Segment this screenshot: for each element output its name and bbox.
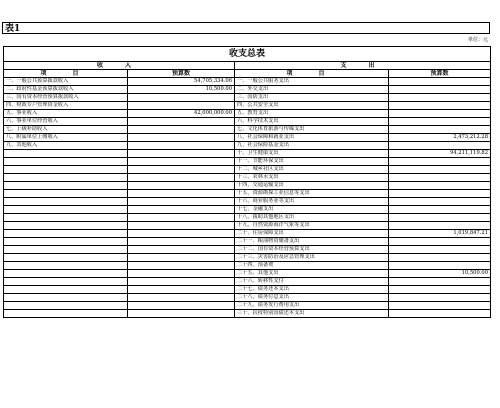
table-row bbox=[4, 182, 491, 190]
income-item-cell bbox=[4, 214, 128, 222]
col-item-income: 项 目 bbox=[4, 70, 128, 78]
income-amount-cell bbox=[128, 150, 235, 158]
table-row bbox=[4, 134, 491, 142]
income-item-cell: 八、附属单位上缴收入 bbox=[4, 134, 128, 142]
income-item-cell bbox=[4, 238, 128, 246]
table-title-row bbox=[4, 47, 491, 62]
expense-amount-cell: 10,500.00 bbox=[389, 270, 491, 278]
expense-amount-cell bbox=[389, 206, 491, 214]
expense-item-cell: 二十七、债务还本支出 bbox=[235, 286, 389, 294]
income-item-cell bbox=[4, 158, 128, 166]
table-row bbox=[4, 262, 491, 270]
expense-amount-cell bbox=[389, 102, 491, 110]
table-row bbox=[4, 222, 491, 230]
col-budget-expense: 预算数 bbox=[389, 70, 491, 78]
income-amount-cell bbox=[128, 278, 235, 286]
expense-amount-cell bbox=[389, 182, 491, 190]
table-row bbox=[4, 78, 491, 86]
table-row bbox=[4, 278, 491, 286]
income-item-cell: 一、一般公共预算拨款收入 bbox=[4, 78, 128, 86]
expense-item-cell: 十九、自然资源海洋气象等支出 bbox=[235, 222, 389, 230]
expense-amount-cell bbox=[389, 302, 491, 310]
income-amount-cell bbox=[128, 246, 235, 254]
income-amount-cell bbox=[128, 270, 235, 278]
income-item-cell: 七、上级补助收入 bbox=[4, 126, 128, 134]
col-item-expense: 项 目 bbox=[235, 70, 389, 78]
income-amount-cell bbox=[128, 142, 235, 150]
income-item-cell bbox=[4, 254, 128, 262]
expense-item-cell: 十四、交通运输支出 bbox=[235, 182, 389, 190]
expense-item-cell: 五、教育支出 bbox=[235, 110, 389, 118]
table-row bbox=[4, 166, 491, 174]
income-item-cell bbox=[4, 278, 128, 286]
expense-amount-cell bbox=[389, 278, 491, 286]
table-row bbox=[4, 198, 491, 206]
income-item-cell bbox=[4, 230, 128, 238]
income-item-cell bbox=[4, 206, 128, 214]
income-item-cell bbox=[4, 198, 128, 206]
expense-item-cell: 二十、住房保障支出 bbox=[235, 230, 389, 238]
table-row bbox=[4, 214, 491, 222]
expense-amount-cell bbox=[389, 262, 491, 270]
income-amount-cell bbox=[128, 230, 235, 238]
income-item-cell bbox=[4, 294, 128, 302]
income-item-cell: 二、政府性基金预算拨款收入 bbox=[4, 86, 128, 94]
expense-amount-cell bbox=[389, 110, 491, 118]
table-row bbox=[4, 86, 491, 94]
table-row bbox=[4, 118, 491, 126]
income-item-cell bbox=[4, 270, 128, 278]
income-amount-cell: 42,000,000.00 bbox=[128, 110, 235, 118]
expense-amount-cell bbox=[389, 78, 491, 86]
expense-amount-cell bbox=[389, 174, 491, 182]
table-row bbox=[4, 206, 491, 214]
expense-item-cell: 十二、城乡社区支出 bbox=[235, 166, 389, 174]
expense-item-cell: 七、文化体育旅游与传媒支出 bbox=[235, 126, 389, 134]
income-amount-cell bbox=[128, 198, 235, 206]
expense-amount-cell bbox=[389, 190, 491, 198]
table-row bbox=[4, 190, 491, 198]
income-item-cell bbox=[4, 166, 128, 174]
expense-amount-cell bbox=[389, 246, 491, 254]
expense-item-cell: 九、社会保险基金支出 bbox=[235, 142, 389, 150]
income-amount-cell bbox=[128, 262, 235, 270]
table-row bbox=[4, 286, 491, 294]
expense-item-cell: 二十五、其他支出 bbox=[235, 270, 389, 278]
income-amount-cell: 54,705,334.06 bbox=[128, 78, 235, 86]
expense-item-cell: 二十八、债务付息支出 bbox=[235, 294, 389, 302]
expense-amount-cell bbox=[389, 254, 491, 262]
income-amount-cell bbox=[128, 302, 235, 310]
expense-amount-cell bbox=[389, 166, 491, 174]
expense-amount-cell: 94,211,119.82 bbox=[389, 150, 491, 158]
expense-item-cell: 十五、资源勘探工业信息等支出 bbox=[235, 190, 389, 198]
expense-item-cell: 二十六、转移性支付 bbox=[235, 278, 389, 286]
income-amount-cell bbox=[128, 166, 235, 174]
income-item-cell bbox=[4, 150, 128, 158]
income-item-cell bbox=[4, 286, 128, 294]
income-amount-cell bbox=[128, 238, 235, 246]
income-amount-cell bbox=[128, 126, 235, 134]
income-item-cell: 六、事业单位经营收入 bbox=[4, 118, 128, 126]
expense-amount-cell: 2,473,212.28 bbox=[389, 134, 491, 142]
expense-item-cell: 十八、援助其他地区支出 bbox=[235, 214, 389, 222]
income-amount-cell bbox=[128, 94, 235, 102]
income-amount-cell bbox=[128, 118, 235, 126]
expense-item-cell: 十一、节能环保支出 bbox=[235, 158, 389, 166]
budget-table bbox=[3, 46, 491, 318]
table-row bbox=[4, 270, 491, 278]
income-amount-cell bbox=[128, 214, 235, 222]
expense-item-cell: 二十二、国有资本经营预算支出 bbox=[235, 246, 389, 254]
expense-item-cell: 二、外交支出 bbox=[235, 86, 389, 94]
expense-amount-cell bbox=[389, 310, 491, 318]
table-row bbox=[4, 142, 491, 150]
expense-item-cell: 十七、金融支出 bbox=[235, 206, 389, 214]
income-item-cell bbox=[4, 246, 128, 254]
table-title: 收支总表 bbox=[4, 47, 491, 62]
table-row bbox=[4, 238, 491, 246]
column-header-row bbox=[4, 70, 491, 78]
income-item-cell bbox=[4, 310, 128, 318]
expense-item-cell: 十、卫生健康支出 bbox=[235, 150, 389, 158]
expense-amount-cell bbox=[389, 214, 491, 222]
table-row bbox=[4, 294, 491, 302]
table-row bbox=[4, 254, 491, 262]
table-row bbox=[4, 158, 491, 166]
expense-amount-cell bbox=[389, 118, 491, 126]
income-amount-cell bbox=[128, 174, 235, 182]
expense-item-cell: 二十四、预备费 bbox=[235, 262, 389, 270]
expense-item-cell: 二十九、债务发行费用支出 bbox=[235, 302, 389, 310]
table-row bbox=[4, 102, 491, 110]
income-item-cell bbox=[4, 222, 128, 230]
expense-item-cell: 十六、商业服务业等支出 bbox=[235, 198, 389, 206]
income-item-cell bbox=[4, 262, 128, 270]
expense-amount-cell bbox=[389, 94, 491, 102]
table-row bbox=[4, 94, 491, 102]
income-item-cell bbox=[4, 302, 128, 310]
income-amount-cell: 10,500.00 bbox=[128, 86, 235, 94]
income-item-cell: 四、财政专户管理资金收入 bbox=[4, 102, 128, 110]
sheet-label: 表1 bbox=[2, 22, 490, 34]
expense-amount-cell bbox=[389, 294, 491, 302]
col-budget-income: 预算数 bbox=[128, 70, 235, 78]
income-amount-cell bbox=[128, 102, 235, 110]
expense-item-cell: 三十、抗疫特别国债还本支出 bbox=[235, 310, 389, 318]
income-amount-cell bbox=[128, 254, 235, 262]
income-amount-cell bbox=[128, 310, 235, 318]
table-row bbox=[4, 302, 491, 310]
income-item-cell bbox=[4, 190, 128, 198]
expense-amount-cell bbox=[389, 142, 491, 150]
section-expense: 支 出 bbox=[235, 62, 491, 70]
expense-amount-cell bbox=[389, 198, 491, 206]
expense-item-cell: 三、国防支出 bbox=[235, 94, 389, 102]
income-item-cell: 三、国有资本经营预算拨款收入 bbox=[4, 94, 128, 102]
expense-item-cell: 一、一般公共服务支出 bbox=[235, 78, 389, 86]
expense-item-cell: 六、科学技术支出 bbox=[235, 118, 389, 126]
expense-amount-cell: 1,019,847.21 bbox=[389, 230, 491, 238]
expense-amount-cell bbox=[389, 286, 491, 294]
expense-item-cell: 八、社会保障和就业支出 bbox=[235, 134, 389, 142]
expense-amount-cell bbox=[389, 158, 491, 166]
table-row bbox=[4, 230, 491, 238]
income-amount-cell bbox=[128, 158, 235, 166]
table-row bbox=[4, 126, 491, 134]
unit-label: 单位：元 bbox=[467, 37, 488, 43]
table-row bbox=[4, 150, 491, 158]
income-item-cell: 五、事业收入 bbox=[4, 110, 128, 118]
section-income: 收 入 bbox=[4, 62, 235, 70]
expense-item-cell: 二十一、粮油物资储备支出 bbox=[235, 238, 389, 246]
income-item-cell: 九、其他收入 bbox=[4, 142, 128, 150]
income-amount-cell bbox=[128, 294, 235, 302]
expense-item-cell: 二十三、灾害防治及应急管理支出 bbox=[235, 254, 389, 262]
income-item-cell bbox=[4, 174, 128, 182]
income-amount-cell bbox=[128, 190, 235, 198]
income-amount-cell bbox=[128, 134, 235, 142]
income-amount-cell bbox=[128, 286, 235, 294]
table-row bbox=[4, 246, 491, 254]
income-amount-cell bbox=[128, 222, 235, 230]
table-row bbox=[4, 310, 491, 318]
income-item-cell bbox=[4, 182, 128, 190]
income-amount-cell bbox=[128, 182, 235, 190]
expense-amount-cell bbox=[389, 86, 491, 94]
expense-amount-cell bbox=[389, 238, 491, 246]
table-row bbox=[4, 174, 491, 182]
income-amount-cell bbox=[128, 206, 235, 214]
expense-amount-cell bbox=[389, 126, 491, 134]
table-row bbox=[4, 110, 491, 118]
expense-amount-cell bbox=[389, 222, 491, 230]
section-header-row bbox=[4, 62, 491, 70]
expense-item-cell: 四、公共安全支出 bbox=[235, 102, 389, 110]
expense-item-cell: 十三、农林水支出 bbox=[235, 174, 389, 182]
